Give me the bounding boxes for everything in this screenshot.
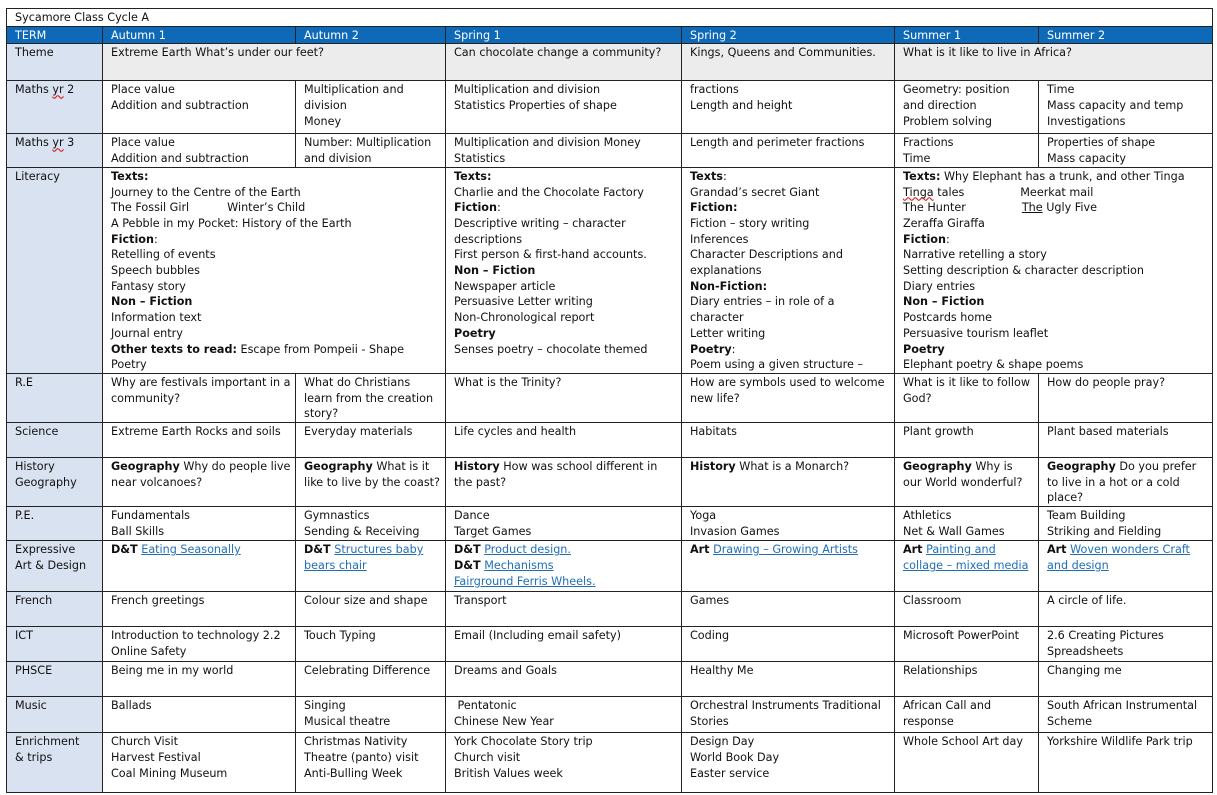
cell: [296, 134, 446, 167]
cell: [296, 733, 446, 793]
ferris-wheels-link[interactable]: Fairground Ferris Wheels.: [454, 574, 596, 588]
cell: [103, 541, 296, 592]
row-label: Music: [7, 697, 103, 733]
cell-line: Narrative retelling a story: [903, 248, 1047, 262]
row-label: [7, 81, 103, 134]
cell-line: Setting description & character description: [903, 264, 1144, 278]
text: What is it like to live by the coast?: [304, 460, 440, 489]
cell: How are symbols used to welcome new life?: [682, 373, 895, 422]
cell-line: [690, 342, 890, 358]
enrichment-row: [7, 733, 1213, 793]
cell: [103, 733, 296, 793]
cell: Healthy Me: [682, 662, 895, 697]
cell-line: Yoga: [690, 509, 717, 523]
cell-line: Theatre (panto) visit: [304, 750, 419, 764]
cell: What is the Trinity?: [446, 373, 682, 422]
cell-line: British Values week: [454, 766, 563, 780]
text: How was school different in the past?: [454, 460, 658, 489]
cell-line: [454, 558, 677, 574]
page-title: Sycamore Class Cycle A: [7, 9, 1213, 27]
cell-line: Coding: [690, 629, 730, 643]
cell-line: York Chocolate Story trip: [454, 735, 593, 749]
text: What is a Monarch?: [735, 460, 850, 474]
cell-line: Time: [1047, 83, 1075, 97]
cell: [103, 134, 296, 167]
label-text: yr: [52, 136, 64, 150]
cell: [296, 458, 446, 507]
maths-yr3-row: [7, 134, 1213, 167]
cell: Plant growth: [895, 423, 1039, 458]
cell: [446, 733, 682, 793]
cell-line: Target Games: [454, 524, 532, 538]
cell-line: Spreadsheets: [1047, 644, 1124, 658]
text: The Hunter: [903, 201, 966, 215]
text: Why do people live near volcanoes?: [111, 460, 291, 489]
cell-line: Team Building: [1047, 509, 1126, 523]
cell: [296, 697, 446, 733]
music-row: [7, 697, 1213, 733]
theme-autumn: Extreme Earth What’s under our feet?: [103, 44, 446, 81]
cell: A circle of life.: [1039, 592, 1213, 627]
cell: [682, 458, 895, 507]
cell-line: Whole School Art day: [903, 735, 1024, 749]
cell-line: Athletics: [903, 509, 952, 523]
cell-line: Online Safety: [111, 644, 187, 658]
cell: Colour size and shape: [296, 592, 446, 627]
cell: Transport: [446, 592, 682, 627]
cell-line: Place value: [111, 136, 175, 150]
label-text: History: [15, 460, 55, 474]
literacy-spring-2: [682, 167, 895, 373]
cell-line: Non – Fiction: [903, 295, 985, 309]
text: D&T: [304, 543, 331, 557]
cell-line: Inferences: [690, 232, 749, 246]
cell-line: [903, 169, 1208, 185]
cell: Plant based materials: [1039, 423, 1213, 458]
text: Geography: [903, 460, 972, 474]
cell-line: [903, 200, 1208, 216]
cell: [446, 627, 682, 662]
row-label: Literacy: [7, 167, 103, 373]
cell: [895, 627, 1039, 662]
cell-line: Fiction – story writing: [690, 216, 810, 230]
row-label: R.E: [7, 373, 103, 422]
cell-line: [690, 169, 890, 185]
label-text: & trips: [15, 750, 53, 764]
text: :: [722, 169, 727, 183]
cell-line: Ballads: [111, 699, 152, 713]
cell: Everyday materials: [296, 423, 446, 458]
cell-line: Multiplication and division: [304, 83, 404, 113]
cell-line: South African Instrumental Scheme: [1047, 699, 1198, 728]
cell-line: Poem using a given structure –: [690, 358, 863, 372]
text: Fiction: [454, 201, 497, 215]
cell-line: African Call and response: [903, 699, 992, 728]
cell-line: Retelling of events: [111, 248, 216, 262]
title-row: [7, 9, 1213, 27]
cell: [446, 697, 682, 733]
structures-link[interactable]: Structures baby bears chair: [304, 543, 424, 572]
cell-line: Charlie and the Chocolate Factory: [454, 185, 644, 199]
label-text: Enrichment: [15, 735, 80, 749]
curriculum-table: [6, 8, 1213, 793]
cell: [682, 697, 895, 733]
cell: [682, 733, 895, 793]
literacy-autumn: [103, 167, 446, 373]
text: Why Elephant has a trunk, and other Tinga: [940, 169, 1185, 183]
text: :: [731, 342, 736, 356]
cell-line: Anti-Bulling Week: [304, 766, 403, 780]
text: Geography: [304, 460, 373, 474]
cell-line: Zeraffa Giraffa: [903, 216, 985, 230]
cell: [682, 134, 895, 167]
cell-line: Chinese New Year: [454, 714, 554, 728]
text: Texts: [690, 169, 723, 183]
text: Art: [903, 543, 923, 557]
cell-line: Geometry: position and direction: [903, 83, 1010, 113]
text: D&T: [454, 558, 481, 572]
cell-line: First person & first-hand accounts.: [454, 248, 647, 262]
cell-line: Multiplication and division: [454, 83, 601, 97]
cell-line: Time: [903, 152, 931, 166]
cell-line: Harvest Festival: [111, 750, 201, 764]
row-label: French: [7, 592, 103, 627]
cell-line: Christmas Nativity: [304, 735, 408, 749]
cell-line: Microsoft PowerPoint: [903, 629, 1020, 643]
text: :: [496, 201, 501, 215]
text: Other texts to read:: [111, 342, 237, 356]
cell: [103, 697, 296, 733]
product-design-link[interactable]: Product design.: [484, 543, 571, 557]
cell: [682, 81, 895, 134]
cell: Changing me: [1039, 662, 1213, 697]
cell-line: Email (Including email safety): [454, 629, 621, 643]
cell-line: [454, 200, 677, 216]
text: Why is our World wonderful?: [903, 460, 1023, 489]
cell: Dreams and Goals: [446, 662, 682, 697]
cell-line: Fiction:: [690, 201, 738, 215]
cell-line: Journey to the Centre of the Earth: [111, 185, 301, 199]
cell: What is it like to follow God?: [895, 373, 1039, 422]
cell: Relationships: [895, 662, 1039, 697]
woven-wonders-link[interactable]: Woven wonders Craft and design: [1047, 543, 1190, 572]
cell-line: Non – Fiction: [454, 264, 536, 278]
cell-line: Investigations: [1047, 114, 1126, 128]
cell-line: Addition and subtraction: [111, 152, 249, 166]
cell: How do people pray?: [1039, 373, 1213, 422]
text: Tinga: [903, 185, 934, 199]
cell: [1039, 81, 1213, 134]
phsce-row: [7, 662, 1213, 697]
cell: [895, 507, 1039, 541]
cell-line: Pentatonic: [454, 699, 517, 713]
cell-line: Orchestral Instruments Traditional Stories: [690, 699, 881, 728]
cell-line: Elephant poetry & shape poems: [903, 358, 1084, 372]
label-text: yr: [52, 83, 64, 97]
mechanisms-link[interactable]: Mechanisms: [484, 558, 554, 572]
cell: [1039, 458, 1213, 507]
drawing-link[interactable]: Drawing – Growing Artists: [713, 543, 858, 557]
text: :: [153, 232, 158, 246]
cell: [296, 507, 446, 541]
header-spring-1: Spring 1: [446, 26, 682, 44]
ict-row: [7, 627, 1213, 662]
cell-line: [454, 542, 677, 558]
row-label: P.E.: [7, 507, 103, 541]
cell-line: Gymnastics: [304, 509, 370, 523]
cell: Celebrating Difference: [296, 662, 446, 697]
cell-line: Fundamentals: [111, 509, 191, 523]
cell-line: Introduction to technology 2.2: [111, 629, 281, 643]
text: Geography: [1047, 460, 1116, 474]
art-design-row: [7, 541, 1213, 592]
cell: [296, 541, 446, 592]
cell-line: Mass capacity and temp: [1047, 99, 1184, 113]
cell-line: [111, 200, 441, 216]
text: Geography: [111, 460, 180, 474]
cell-line: Addition and subtraction: [111, 99, 249, 113]
cell-line: Persuasive tourism leaflet: [903, 326, 1049, 340]
row-label: PHSCE: [7, 662, 103, 697]
text: The Fossil Girl: [111, 201, 190, 215]
header-summer-2: Summer 2: [1039, 26, 1213, 44]
cell: [1039, 134, 1213, 167]
cell-line: Length and height: [690, 99, 793, 113]
cell-line: Coal Mining Museum: [111, 766, 228, 780]
cell-line: Statistics Properties of shape: [454, 99, 617, 113]
history-geography-row: [7, 458, 1213, 507]
cell-line: fractions: [690, 83, 739, 97]
text: Texts:: [903, 169, 941, 183]
cell: [103, 627, 296, 662]
text: Fiction: [111, 232, 154, 246]
row-label: ICT: [7, 627, 103, 662]
row-label: Theme: [7, 44, 103, 81]
cell-line: Texts:: [454, 169, 492, 183]
cell: [446, 81, 682, 134]
cell-line: [903, 185, 1208, 201]
cell-line: Descriptive writing – character descriptions: [454, 216, 626, 246]
text: The: [1021, 201, 1043, 215]
cell: [1039, 697, 1213, 733]
french-row: [7, 592, 1213, 627]
cell: Classroom: [895, 592, 1039, 627]
cell-line: Grandad’s secret Giant: [690, 185, 820, 199]
cell: [103, 81, 296, 134]
cell-line: Invasion Games: [690, 524, 780, 538]
cell: [895, 541, 1039, 592]
cell: What do Christians learn from the creation story?: [296, 373, 446, 422]
cell: [446, 458, 682, 507]
theme-summer: What is it like to live in Africa?: [895, 44, 1213, 81]
cell: [895, 81, 1039, 134]
cell-line: Dance: [454, 509, 490, 523]
cell-line: Poetry: [454, 326, 496, 340]
label-text: Geography: [15, 475, 77, 489]
cell: [895, 697, 1039, 733]
pe-row: [7, 507, 1213, 541]
cell-line: Mass capacity: [1047, 152, 1126, 166]
cell: [1039, 627, 1213, 662]
cell: [103, 507, 296, 541]
cell-line: Information text: [111, 311, 202, 325]
cell-line: A Pebble in my Pocket: History of the Earth: [111, 216, 352, 230]
theme-row: [7, 44, 1213, 81]
cell-line: Money: [304, 114, 342, 128]
row-label: [7, 134, 103, 167]
text: Fiction: [903, 232, 946, 246]
cell-line: Number: Multiplication and division: [304, 136, 432, 166]
cell: [1039, 733, 1213, 793]
text: :: [945, 232, 950, 246]
cell-line: World Book Day: [690, 750, 780, 764]
label-text: Art & Design: [15, 558, 87, 572]
cell-line: Fractions: [903, 136, 954, 150]
cell-line: 2.6 Creating Pictures: [1047, 629, 1164, 643]
cell: [895, 458, 1039, 507]
row-label: [7, 541, 103, 592]
cell-line: Diary entries – in role of a character: [690, 295, 835, 325]
row-label: Science: [7, 423, 103, 458]
cell-line: Easter service: [690, 766, 770, 780]
cell: French greetings: [103, 592, 296, 627]
cell: [296, 627, 446, 662]
label-text: 3: [63, 136, 75, 150]
cell-line: Non-Fiction:: [690, 279, 768, 293]
literacy-spring-1: [446, 167, 682, 373]
cell: [895, 733, 1039, 793]
text: Ugly Five: [1042, 201, 1098, 215]
cell-line: Texts:: [111, 169, 149, 183]
cell-line: Striking and Fielding: [1047, 524, 1162, 538]
cell-line: [111, 232, 441, 248]
text: History: [454, 460, 500, 474]
cell-line: Journal entry: [111, 326, 183, 340]
cell-line: Letter writing: [690, 326, 766, 340]
row-label: [7, 458, 103, 507]
cell-line: Fantasy story: [111, 279, 186, 293]
label-text: Maths: [15, 83, 53, 97]
text: Winter’s Child: [227, 201, 306, 215]
theme-spring-2: Kings, Queens and Communities.: [682, 44, 895, 81]
cell: [1039, 541, 1213, 592]
cell-line: Net & Wall Games: [903, 524, 1005, 538]
cell-line: Diary entries: [903, 279, 976, 293]
cell-line: Character Descriptions and explanations: [690, 248, 843, 278]
cell-line: Musical theatre: [304, 714, 391, 728]
cell-line: Persuasive Letter writing: [454, 295, 593, 309]
text: Poetry: [690, 342, 732, 356]
cell-line: Design Day: [690, 735, 755, 749]
cell-line: Length and perimeter fractions: [690, 136, 865, 150]
label-text: 2: [63, 83, 75, 97]
header-spring-2: Spring 2: [682, 26, 895, 44]
header-row: [7, 26, 1213, 44]
row-label: [7, 733, 103, 793]
label-text: Expressive: [15, 543, 76, 557]
cell-line: Problem solving: [903, 114, 992, 128]
cell-line: Senses poetry – chocolate themed: [454, 342, 648, 356]
cell-line: Ball Skills: [111, 524, 165, 538]
text: Art: [1047, 543, 1067, 557]
theme-spring-1: Can chocolate change a community?: [446, 44, 682, 81]
cell-line: Multiplication and division Money Statistics: [454, 136, 641, 166]
cell: [1039, 507, 1213, 541]
cell: [296, 81, 446, 134]
cell: [446, 541, 682, 592]
text: Meerkat mail: [1020, 185, 1094, 199]
cell-line: Singing: [304, 699, 346, 713]
text: History: [690, 460, 736, 474]
cell: [446, 507, 682, 541]
cell: Extreme Earth Rocks and soils: [103, 423, 296, 458]
cell-line: Speech bubbles: [111, 264, 200, 278]
cell: [682, 541, 895, 592]
cell-line: [111, 342, 441, 373]
cell-line: Place value: [111, 83, 175, 97]
cell-line: Touch Typing: [304, 629, 376, 643]
cell: [103, 458, 296, 507]
cell-line: Postcards home: [903, 311, 993, 325]
cell: Games: [682, 592, 895, 627]
cell-line: Poetry: [903, 342, 945, 356]
re-row: [7, 373, 1213, 422]
literacy-row: [7, 167, 1213, 373]
cell: Why are festivals important in a community?: [103, 373, 296, 422]
cell-line: Newspaper article: [454, 279, 556, 293]
header-term: TERM: [7, 26, 103, 44]
text: Art: [690, 543, 710, 557]
cell: [682, 507, 895, 541]
literacy-summer: [895, 167, 1213, 373]
cell: [682, 627, 895, 662]
header-summer-1: Summer 1: [895, 26, 1039, 44]
eating-seasonally-link[interactable]: Eating Seasonally: [141, 543, 241, 557]
header-autumn-1: Autumn 1: [103, 26, 296, 44]
cell-line: Properties of shape: [1047, 136, 1156, 150]
cell-line: Sending & Receiving: [304, 524, 420, 538]
cell: [895, 134, 1039, 167]
cell: Being me in my world: [103, 662, 296, 697]
cell-line: Non-Chronological report: [454, 311, 595, 325]
text: Escape from Pompeii - Shape Poetry: [111, 342, 405, 372]
text: D&T: [454, 543, 481, 557]
text: D&T: [111, 543, 138, 557]
cell-line: Church Visit: [111, 735, 178, 749]
label-text: Maths: [15, 136, 53, 150]
cell: [446, 134, 682, 167]
text: Do you prefer to live in a hot or a cold place?: [1047, 460, 1197, 505]
cell: Life cycles and health: [446, 423, 682, 458]
header-autumn-2: Autumn 2: [296, 26, 446, 44]
science-row: [7, 423, 1213, 458]
text: tales: [933, 185, 965, 199]
cell-line: Church visit: [454, 750, 521, 764]
painting-link[interactable]: Painting and collage – mixed media: [903, 543, 1029, 572]
cell-line: [903, 232, 1208, 248]
cell: Habitats: [682, 423, 895, 458]
cell-line: Yorkshire Wildlife Park trip: [1047, 735, 1193, 749]
cell-line: Non – Fiction: [111, 295, 193, 309]
maths-yr2-row: [7, 81, 1213, 134]
